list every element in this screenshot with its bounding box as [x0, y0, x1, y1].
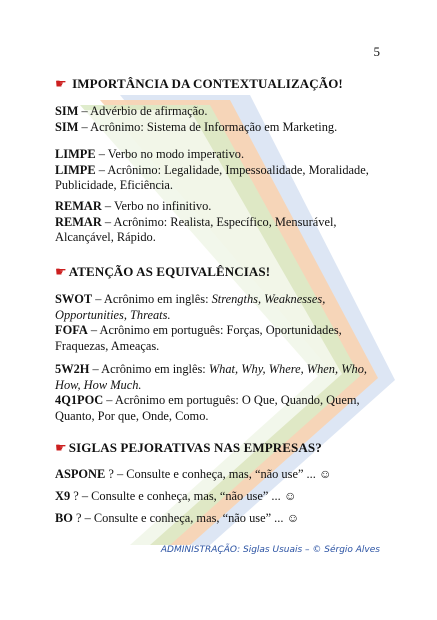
definition-line — [55, 199, 385, 215]
definition-text: – Acrônimo em inglês: — [89, 362, 209, 376]
term: LIMPE — [55, 162, 96, 177]
page-footer: ADMINISTRAÇÃO: Siglas Usuais – © Sérgio Alves — [160, 545, 380, 555]
term: REMAR — [55, 199, 102, 213]
definition-line — [55, 120, 385, 136]
definition-text: – Verbo no modo imperativo. — [95, 147, 245, 161]
definition-text: – Verbo no infinitivo. — [101, 199, 212, 213]
definition-block-sim — [55, 104, 385, 135]
definition-line — [55, 467, 385, 483]
term: X9 — [55, 489, 71, 503]
definition-line — [55, 489, 385, 505]
definition-line — [55, 104, 385, 120]
definition-line — [55, 511, 385, 527]
definition-block-remar — [55, 199, 385, 246]
definition-text: – Acrônimo: Legalidade, Impessoalidade, Moralidade, Publicidade, Eficiência. — [55, 162, 369, 193]
term: LIMPE — [55, 147, 96, 161]
definition-block-swot-fofa — [55, 292, 385, 354]
definition-text: – Advérbio de afirmação. — [78, 104, 208, 118]
definition-line — [55, 292, 385, 323]
definition-block-x9 — [55, 489, 385, 505]
definition-block-limpe — [55, 147, 385, 194]
definition-text: – Acrônimo: Realista, Específico, Mensurável, Alcançável, Rápido. — [55, 214, 337, 245]
definition-text: – Acrônimo em português: Forças, Oportunidades, Fraquezas, Ameaças. — [55, 323, 342, 353]
term: BO — [55, 511, 73, 525]
definition-line — [55, 147, 385, 163]
definition-text: – Acrônimo em inglês: — [92, 292, 212, 306]
term: SWOT — [55, 292, 93, 306]
definition-line — [55, 393, 385, 424]
definition-italic: Strengths, Weaknesses, Opportunities, Threats. — [55, 292, 326, 322]
section-heading-equivalencias — [55, 264, 270, 280]
term: 4Q1POC — [55, 393, 104, 408]
term: SIM — [55, 119, 79, 134]
section-heading-contextualizacao — [55, 76, 343, 92]
definition-text: ? – Consulte e conheça, mas, “não use” ... ☺ — [105, 467, 332, 481]
definition-block-bo — [55, 511, 385, 527]
section-heading-text: SIGLAS PEJORATIVAS NAS EMPRESAS? — [68, 440, 322, 455]
pointing-hand-icon: ☛ — [55, 76, 67, 91]
term: REMAR — [55, 214, 102, 229]
definition-line — [55, 362, 385, 393]
term: SIM — [55, 104, 79, 118]
section-heading-text: IMPORTÂNCIA DA CONTEXTUALIZAÇÃO! — [72, 76, 343, 91]
definition-block-5w2h-4q1poc — [55, 362, 385, 424]
term: 5W2H — [55, 362, 90, 376]
page-number: 5 — [373, 44, 380, 59]
definition-italic: What, Why, Where, When, Who, How, How Much. — [55, 362, 368, 392]
term: FOFA — [55, 323, 88, 338]
definition-line — [55, 215, 385, 246]
definition-text: – Acrônimo: Sistema de Informação em Marketing. — [78, 119, 338, 134]
term: ASPONE — [55, 467, 106, 481]
definition-line — [55, 323, 385, 354]
pointing-hand-icon: ☛ — [55, 440, 67, 455]
definition-text: ? – Consulte e conheça, mas, “não use” ... ☺ — [72, 511, 300, 525]
definition-text: – Acrônimo em português: O Que, Quando, Quem, Quanto, Por que, Onde, Como. — [55, 393, 360, 423]
definition-text: ? – Consulte e conheça, mas, “não use” ... ☺ — [70, 489, 297, 503]
section-heading-siglas-pejorativas — [55, 440, 322, 456]
definition-block-aspone — [55, 467, 385, 483]
section-heading-text: ATENÇÃO AS EQUIVALÊNCIAS! — [68, 264, 271, 279]
definition-line — [55, 163, 385, 194]
pointing-hand-icon: ☛ — [55, 264, 67, 279]
